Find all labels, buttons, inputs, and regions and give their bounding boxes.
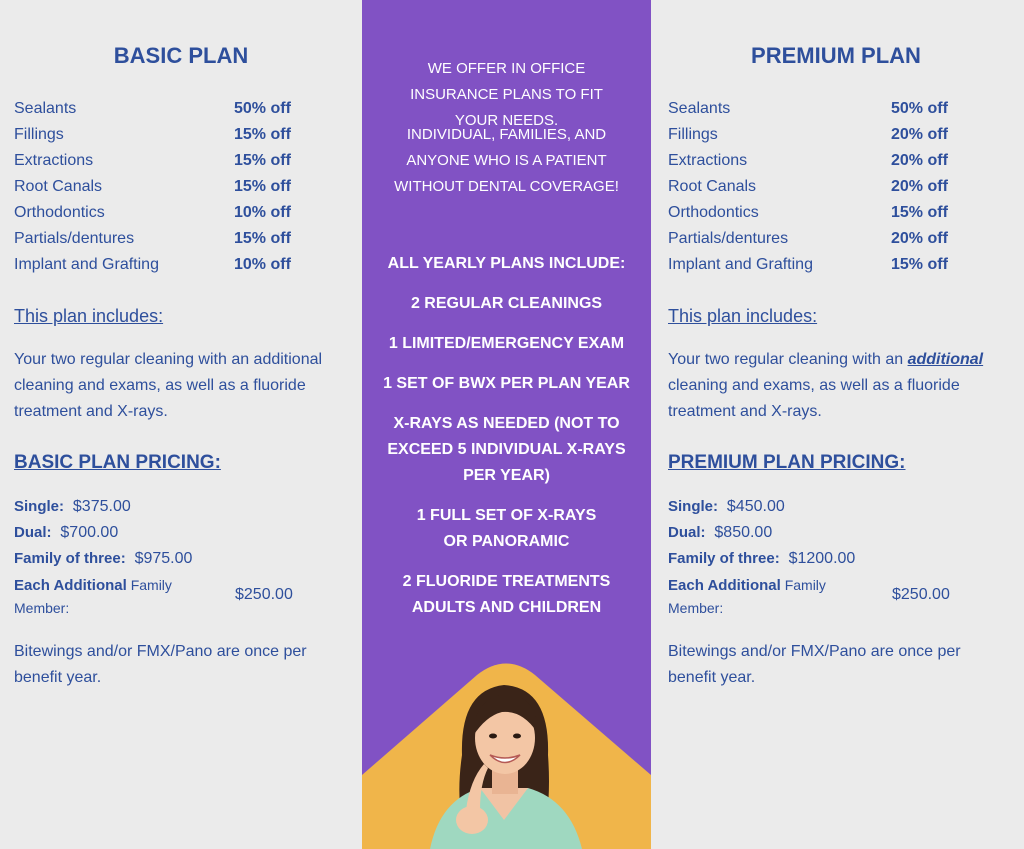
price-value: $1200.00 bbox=[788, 550, 856, 567]
price-row-single bbox=[14, 498, 131, 516]
discount-row bbox=[14, 174, 314, 200]
included-item: 2 FLUORIDE TREATMENTS ADULTS AND CHILDREN bbox=[402, 573, 611, 616]
discount-row bbox=[14, 96, 314, 122]
price-row-dual bbox=[14, 524, 118, 542]
price-value: $375.00 bbox=[72, 498, 131, 515]
additional-rest-label: Family Member: bbox=[668, 577, 826, 616]
additional-member-price: $250.00 bbox=[235, 586, 293, 603]
discount-name: Root Canals bbox=[14, 178, 103, 195]
discount-row bbox=[668, 226, 968, 252]
additional-rest-label: Family Member: bbox=[14, 577, 172, 616]
discount-name: Extractions bbox=[14, 152, 94, 169]
benefit-footnote: Bitewings and/or FMX/Pano are once per benefit year. bbox=[14, 643, 307, 686]
discount-row bbox=[14, 252, 314, 278]
discount-value: 10% off bbox=[234, 256, 291, 273]
description-start: Your two regular cleaning with an bbox=[668, 351, 908, 368]
price-label: Family of three: bbox=[14, 550, 126, 567]
description-emphasis: additional bbox=[907, 351, 984, 368]
price-label: Single: bbox=[668, 498, 719, 515]
discount-value: 20% off bbox=[891, 230, 948, 247]
intro-text-1: WE OFFER IN OFFICE INSURANCE PLANS TO FIT YOUR NEEDS. bbox=[410, 60, 603, 129]
discount-name: Orthodontics bbox=[14, 204, 105, 221]
discount-value: 15% off bbox=[234, 152, 291, 169]
plan-description: Your two regular cleaning with an additional cleaning and exams, as well as a fluoride treatment and X-rays. bbox=[14, 351, 323, 420]
included-item: 2 REGULAR CLEANINGS bbox=[410, 295, 603, 312]
discount-value: 20% off bbox=[891, 126, 948, 143]
additional-bold-label: Each Additional bbox=[668, 577, 781, 594]
smiling-woman-photo bbox=[362, 660, 651, 849]
discount-value: 50% off bbox=[891, 100, 948, 117]
additional-member-label bbox=[14, 574, 214, 620]
price-row-family bbox=[14, 550, 192, 568]
included-item: X-RAYS AS NEEDED (NOT TO EXCEED 5 INDIVIDUAL X-RAYS PER YEAR) bbox=[387, 415, 626, 484]
discount-value: 50% off bbox=[234, 100, 291, 117]
premium-plan-title: PREMIUM PLAN bbox=[751, 43, 921, 68]
basic-pricing-heading: BASIC PLAN PRICING: bbox=[14, 452, 221, 473]
price-value: $700.00 bbox=[60, 524, 119, 541]
basic-plan-column bbox=[0, 0, 362, 849]
price-row-dual bbox=[668, 524, 772, 542]
discount-value: 20% off bbox=[891, 178, 948, 195]
price-label: Single: bbox=[14, 498, 65, 515]
discount-name: Fillings bbox=[668, 126, 718, 143]
discount-name: Root Canals bbox=[668, 178, 757, 195]
discount-row bbox=[668, 96, 968, 122]
plan-description bbox=[668, 347, 1008, 425]
discount-name: Orthodontics bbox=[668, 204, 759, 221]
price-label: Family of three: bbox=[668, 550, 780, 567]
discount-value: 15% off bbox=[234, 230, 291, 247]
discount-row bbox=[668, 122, 968, 148]
discount-name: Implant and Grafting bbox=[668, 256, 813, 273]
premium-plan-column bbox=[651, 0, 1024, 849]
plan-includes-heading: This plan includes: bbox=[668, 306, 818, 326]
price-value: $450.00 bbox=[726, 498, 785, 515]
discount-value: 15% off bbox=[234, 126, 291, 143]
discount-value: 15% off bbox=[891, 256, 948, 273]
discount-value: 15% off bbox=[234, 178, 291, 195]
included-item: 1 FULL SET OF X-RAYS OR PANORAMIC bbox=[416, 507, 597, 550]
discount-row bbox=[14, 122, 314, 148]
included-item: 1 SET OF BWX PER PLAN YEAR bbox=[383, 375, 630, 392]
discount-name: Partials/dentures bbox=[14, 230, 135, 247]
price-label: Dual: bbox=[668, 524, 706, 541]
discount-row bbox=[14, 200, 314, 226]
discount-row bbox=[14, 148, 314, 174]
benefit-footnote: Bitewings and/or FMX/Pano are once per benefit year. bbox=[668, 643, 961, 686]
intro-text-2: INDIVIDUAL, FAMILIES, AND ANYONE WHO IS A PATIENT WITHOUT DENTAL COVERAGE! bbox=[394, 126, 619, 195]
additional-member-price: $250.00 bbox=[892, 586, 950, 603]
price-row-family bbox=[668, 550, 855, 568]
discount-name: Partials/dentures bbox=[668, 230, 789, 247]
plan-includes-heading: This plan includes: bbox=[14, 306, 164, 326]
discount-row bbox=[668, 200, 968, 226]
discount-value: 15% off bbox=[891, 204, 948, 221]
yearly-plans-panel bbox=[362, 0, 651, 849]
discount-name: Extractions bbox=[668, 152, 748, 169]
discount-value: 10% off bbox=[234, 204, 291, 221]
price-label: Dual: bbox=[14, 524, 52, 541]
price-row-single bbox=[668, 498, 785, 516]
discount-row bbox=[668, 174, 968, 200]
discount-name: Fillings bbox=[14, 126, 64, 143]
discount-name: Implant and Grafting bbox=[14, 256, 159, 273]
included-item: 1 LIMITED/EMERGENCY EXAM bbox=[388, 335, 625, 352]
discount-row bbox=[668, 252, 968, 278]
basic-plan-title: BASIC PLAN bbox=[113, 43, 249, 68]
price-value: $975.00 bbox=[134, 550, 193, 567]
price-value: $850.00 bbox=[714, 524, 773, 541]
yearly-includes-heading: ALL YEARLY PLANS INCLUDE: bbox=[387, 255, 626, 272]
description-end: cleaning and exams, as well as a fluoride treatment and X-rays. bbox=[668, 377, 960, 420]
additional-bold-label: Each Additional bbox=[14, 577, 127, 594]
discount-row bbox=[668, 148, 968, 174]
premium-pricing-heading: PREMIUM PLAN PRICING: bbox=[668, 452, 906, 473]
discount-name: Sealants bbox=[14, 100, 77, 117]
additional-member-label bbox=[668, 574, 848, 620]
discount-value: 20% off bbox=[891, 152, 948, 169]
discount-name: Sealants bbox=[668, 100, 731, 117]
discount-row bbox=[14, 226, 314, 252]
